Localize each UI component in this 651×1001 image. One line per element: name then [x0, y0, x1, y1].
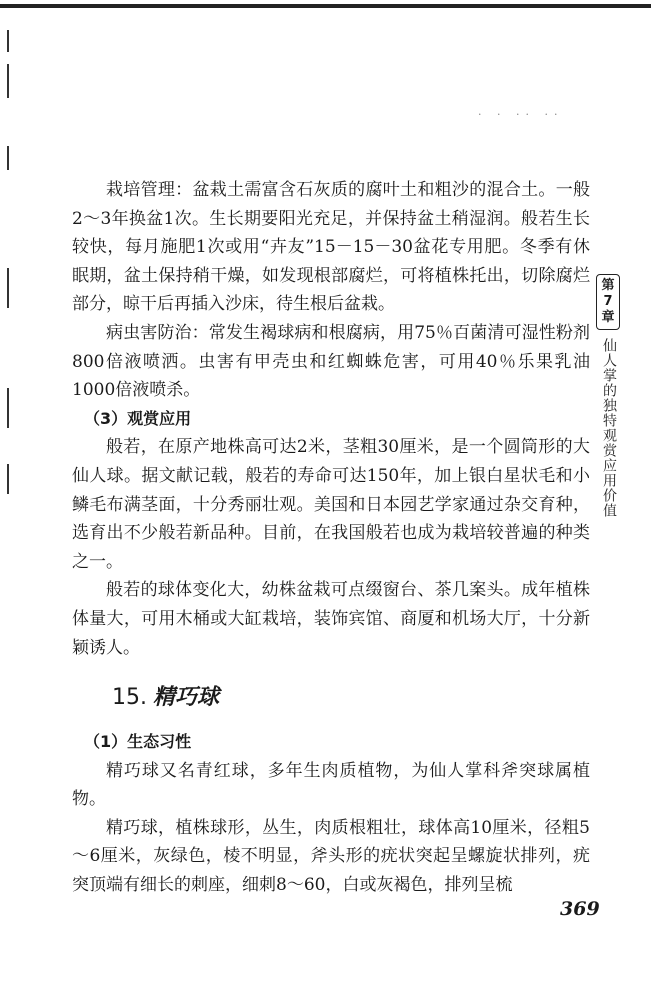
paragraph-ornamental-1: 般若，在原产地株高可达2米，茎粗30厘米，是一个圆筒形的大仙人球。据文献记载，般若的寿命可达150年，加上银白星状毛和小鳞毛布满茎面，十分秀丽壮观。美国和日本园艺学家通过杂交育种，选育出不少般若新品种。目前，在我国般若也成为栽培较普遍的种类之一。 [72, 437, 590, 572]
subheading-ecology: （1）生态习性 [84, 732, 192, 752]
top-rule [0, 4, 651, 8]
paragraph-ornamental-2: 般若的球体变化大，幼株盆栽可点缀窗台、茶几案头。成年植株体量大，可用木桶或大缸栽培，装饰宾馆、商厦和机场大厅，十分新颖诱人。 [72, 580, 590, 658]
section-title [72, 684, 590, 712]
main-text [72, 176, 590, 900]
chapter-side-title: 仙人掌的独特观赏应用价值 [601, 338, 617, 518]
paragraph-pest-control: 病虫害防治：常发生褐球病和根腐病，用75％百菌清可湿性粉剂800倍液喷洒。虫害有甲壳虫和红蜘蛛危害，可用40％乐果乳油1000倍液喷杀。 [72, 322, 590, 401]
chapter-number: 7 [603, 294, 613, 309]
running-header-marks: · · ·· ·· [478, 108, 564, 121]
paragraph-cultivation: 栽培管理：盆栽土需富含石灰质的腐叶土和粗沙的混合土。一般2～3年换盆1次。生长期要阳光充足，并保持盆土稍湿润。般若生长较快，每月施肥1次或用“卉友”15－15－30盆花专用肥。冬季有休眠期，盆土保持稍干燥，如发现根部腐烂，可将植株托出，切除腐烂部分，晾干后再插入沙床，待生根后盆栽。 [72, 180, 590, 315]
chapter-tab [596, 274, 620, 330]
binding-mark [7, 464, 9, 494]
section-number: 15. [112, 685, 147, 711]
subheading-ornamental-use: （3）观赏应用 [84, 408, 192, 428]
binding-mark [7, 64, 9, 98]
binding-mark [7, 30, 9, 52]
paragraph-ecology-1: 精巧球又名青红球，多年生肉质植物，为仙人掌科斧突球属植物。 [72, 760, 590, 810]
chapter-label-bottom: 章 [601, 310, 615, 325]
paragraph-ecology-2: 精巧球，植株球形，丛生，肉质根粗壮，球体高10厘米，径粗5～6厘米，灰绿色，棱不明显，斧头形的疣状突起呈螺旋状排列，疣突顶端有细长的刺座，细刺8～60，白或灰褐色，排列呈梳 [72, 817, 590, 896]
binding-mark [7, 388, 9, 428]
section-name: 精巧球 [153, 685, 220, 711]
binding-mark [7, 268, 9, 308]
page-number: 369 [560, 898, 600, 920]
binding-mark [7, 146, 9, 170]
chapter-label-top: 第 [601, 278, 615, 293]
